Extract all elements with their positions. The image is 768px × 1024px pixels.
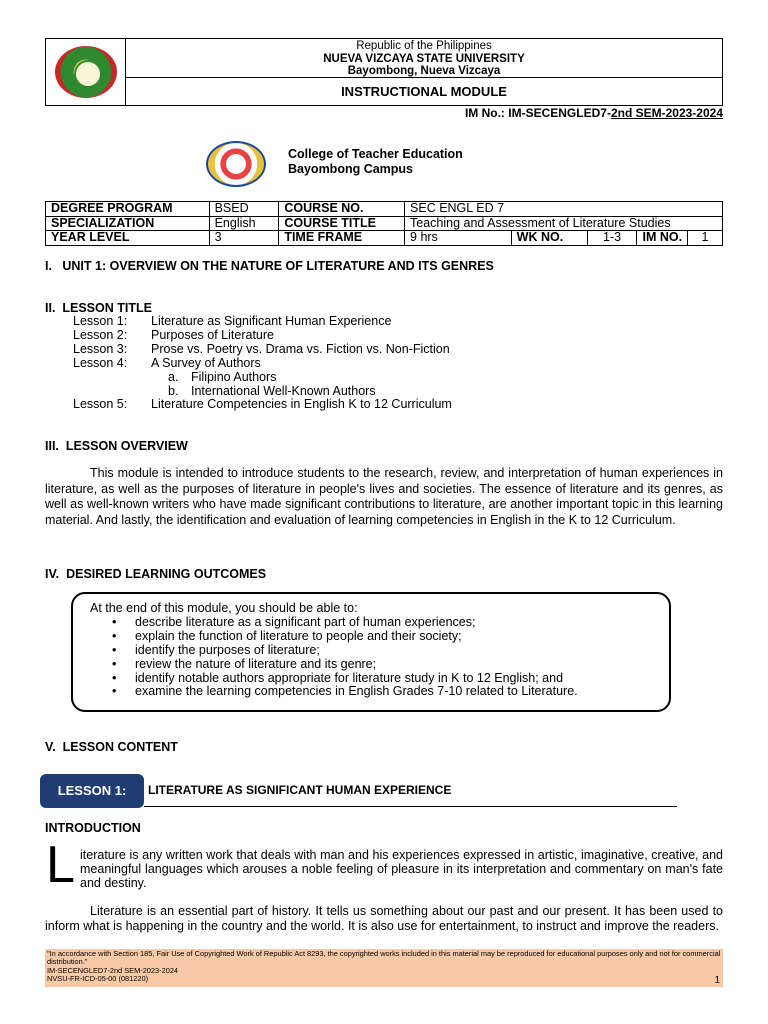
divider: [144, 806, 677, 807]
college-seal-icon: [206, 141, 266, 187]
table-row: [46, 216, 723, 231]
time-frame-value: 9 hrs: [405, 231, 512, 246]
list-item: [73, 329, 452, 343]
list-item: • review the nature of literature and its genre;: [112, 658, 669, 672]
time-frame-label: TIME FRAME: [279, 231, 405, 246]
republic-text: Republic of the Philippines: [356, 40, 492, 52]
sub-text: Filipino Authors: [191, 369, 277, 384]
introduction-heading: INTRODUCTION: [45, 821, 141, 835]
unit-heading: I. UNIT 1: OVERVIEW ON THE NATURE OF LITERATURE AND ITS GENRES: [45, 259, 494, 273]
university-seal-icon: [55, 46, 117, 98]
list-item: • examine the learning competencies in English Grades 7-10 related to Literature.: [112, 685, 669, 699]
im-number-label: IM No.: IM-SECENGLED7-: [464, 106, 611, 120]
content-heading: V. LESSON CONTENT: [45, 740, 178, 754]
college-campus: Bayombong Campus: [288, 161, 414, 176]
footer: [45, 949, 723, 987]
degree-label: DEGREE PROGRAM: [46, 202, 210, 217]
introduction-text: iterature is any written work that deals with man and his experiences expressed in artistic, imaginative, creative, and meaningful languages which arouses a noble feeling of pleasure in its interpretation and commentary on man's fate and destiny.: [80, 848, 723, 890]
lesson-1-title: LITERATURE AS SIGNIFICANT HUMAN EXPERIENCE: [148, 783, 452, 797]
lesson-text: Prose vs. Poetry vs. Drama vs. Fiction vs. Non-Fiction: [151, 341, 450, 356]
university-location: Bayombong, Nueva Vizcaya: [347, 65, 501, 77]
lesson-text: Literature Competencies in English K to 12 Curriculum: [151, 397, 452, 412]
overview-heading: III. LESSON OVERVIEW: [45, 439, 188, 453]
lesson-label: Lesson 2:: [73, 327, 128, 342]
copyright-notice: "In accordance with Section 185, Fair Use of Copyrighted Work of Republic Act 8293, the copyrighted works included in this material may be reproduced for educational purposes only and not for commercial distribution.": [47, 949, 721, 967]
footer-im-code: IM-SECENGLED7-2nd SEM-2023-2024: [47, 965, 179, 975]
lesson-text: A Survey of Authors: [151, 355, 261, 370]
lesson-label: Lesson 4:: [73, 355, 128, 370]
list-item: • describe literature as a significant part of human experiences;: [112, 616, 669, 630]
university-info: [126, 39, 722, 78]
lesson-list: [73, 315, 452, 412]
page-number: 1: [714, 974, 720, 986]
degree-value: BSED: [209, 202, 279, 217]
course-no-value: SEC ENGL ED 7: [405, 202, 723, 217]
list-item: [73, 357, 452, 371]
outcomes-heading: IV. DESIRED LEARNING OUTCOMES: [45, 567, 267, 581]
college-info: [288, 147, 463, 176]
list-item: [73, 343, 452, 357]
outcomes-intro: At the end of this module, you should be able to:: [90, 601, 358, 615]
year-level-value: 3: [209, 231, 279, 246]
sub-letter: b.: [168, 383, 179, 398]
lesson-title-heading: II. LESSON TITLE: [45, 301, 152, 315]
overview-text: This module is intended to introduce students to the research, review, and interpretation of human experiences in literature, as well as the purposes of literature in people's lives and societies. The essence of literature and its genres, as well as well-known writers who have made significant contributions to literature, are another important topic in this learning material. And lastly, the identification and evaluation of learning competencies in English in the K to 12 Curriculum.: [45, 466, 723, 527]
im-no-value: 1: [688, 231, 723, 246]
lesson-label: Lesson 3:: [73, 341, 128, 356]
list-item: • identify the purposes of literature;: [112, 644, 669, 658]
list-item: [73, 398, 452, 412]
module-title: INSTRUCTIONAL MODULE: [341, 84, 507, 99]
lesson-label: Lesson 5:: [73, 397, 128, 412]
footer-form-code: NVSU-FR-ICD-05-00 (081220): [47, 974, 149, 984]
history-paragraph: Literature is an essential part of history. It tells us something about our past and our present. It has been used to inform what is happening in the country and the world. It is also use for entertainment, to instruct and improve the readers.: [45, 904, 723, 933]
sub-text: International Well-Known Authors: [191, 383, 376, 398]
lesson-badge: LESSON 1:: [40, 774, 144, 808]
lesson-text: Literature as Significant Human Experience: [151, 314, 392, 328]
list-item: [73, 315, 452, 329]
week-no-value: 1-3: [587, 231, 637, 246]
specialization-value: English: [209, 216, 279, 231]
outcomes-list: [90, 616, 669, 699]
list-item: [73, 371, 452, 385]
specialization-label: SPECIALIZATION: [46, 216, 210, 231]
year-level-label: YEAR LEVEL: [46, 231, 210, 246]
im-number-semester: 2nd SEM-2023-2024: [610, 106, 723, 120]
table-row: [46, 202, 723, 217]
header-table: [45, 38, 723, 106]
week-no-label: WK NO.: [511, 231, 587, 246]
im-no-label: IM NO.: [637, 231, 688, 246]
course-no-label: COURSE NO.: [279, 202, 405, 217]
university-name: NUEVA VIZCAYA STATE UNIVERSITY: [323, 52, 525, 65]
lesson-text: Purposes of Literature: [151, 327, 274, 342]
list-item: • identify notable authors appropriate for literature study in K to 12 English; and: [112, 672, 669, 686]
course-info-table: [45, 201, 723, 246]
list-item: • explain the function of literature to people and their society;: [112, 630, 669, 644]
outcomes-box: [71, 592, 671, 712]
course-title-label: COURSE TITLE: [279, 216, 405, 231]
list-item: [73, 385, 452, 399]
table-row: [46, 231, 723, 246]
im-number: [465, 106, 723, 120]
sub-letter: a.: [168, 369, 179, 384]
drop-cap: L: [46, 836, 75, 894]
lesson-label: Lesson 1:: [73, 314, 128, 328]
college-name: College of Teacher Education: [288, 147, 463, 161]
university-logo-cell: [46, 39, 126, 105]
course-title-value: Teaching and Assessment of Literature Studies: [405, 216, 723, 231]
